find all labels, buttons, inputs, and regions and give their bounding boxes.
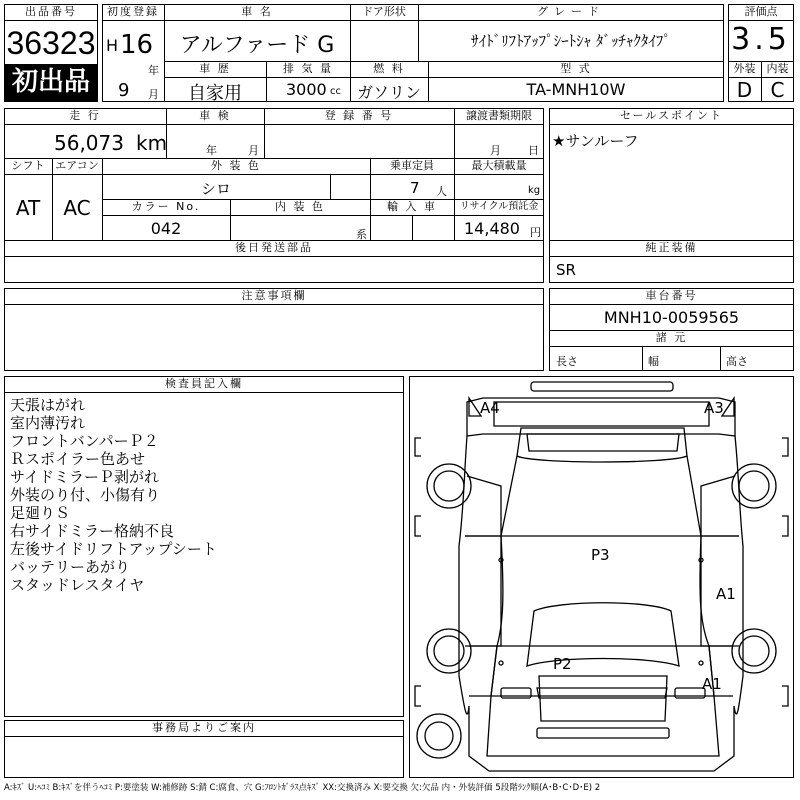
recycle-value: 14,480 <box>464 219 520 238</box>
lot-label: 出品番号 <box>25 5 77 18</box>
interior-label: 内装 <box>766 62 789 75</box>
score-label: 評価点 <box>744 5 778 18</box>
grade-value: ｻｲﾄﾞﾘﾌﾄｱｯﾌﾟｼｰﾄｼｬ ﾀﾞｯﾁｬｸﾀｲﾌﾟ <box>471 32 671 50</box>
later-parts-label: 後日発送部品 <box>235 241 313 254</box>
inspector-note: 左後サイドリフトアップシート <box>10 540 217 558</box>
reg-month: 9 <box>118 80 130 101</box>
model-value: TA-MNH10W <box>526 80 626 99</box>
genuine-label: 純正装備 <box>645 241 698 254</box>
length-label: 長さ <box>556 355 578 368</box>
transfer-month-unit: 月 <box>490 144 501 157</box>
inspector-note: 天張はがれ <box>10 396 86 414</box>
inspection-year-unit: 年 <box>206 144 217 157</box>
displacement-label: 排 気 量 <box>283 62 333 75</box>
max-load-label: 最大積載量 <box>471 159 527 172</box>
inspector-note: サイドミラーＰ剥がれ <box>10 468 159 486</box>
first-reg-label: 初度登録 <box>107 5 159 18</box>
capacity-unit: 人 <box>436 185 447 198</box>
ext-color-value: シロ <box>200 180 231 198</box>
reg-year-unit: 年 <box>148 64 159 77</box>
color-no-value: 042 <box>150 219 182 238</box>
ext-color-label: 外 装 色 <box>211 159 261 172</box>
grade-label: グレード <box>537 5 605 18</box>
recycle-label: リサイクル預託金 <box>459 201 539 212</box>
recycle-unit: 円 <box>530 226 541 239</box>
import-label: 輸 入 車 <box>387 200 437 213</box>
inspection-label: 車 検 <box>199 109 231 122</box>
exterior-label: 外装 <box>733 62 756 75</box>
chassis-value: MNH10-0059565 <box>603 308 740 327</box>
transfer-label: 譲渡書類期限 <box>466 109 532 122</box>
inspection-month-unit: 月 <box>248 144 259 157</box>
fuel-value: ガソリン <box>356 83 421 102</box>
footer-legend: A:ｷｽﾞ U:ﾍｺﾐ B:ｷｽﾞを伴うﾍｺﾐ P:要塗装 W:補修跡 S:錆 C:腐食、穴 G:ﾌﾛﾝﾄｶﾞﾗｽ点ｷｽﾞ XX:交換済み X:要交換 欠:欠品 内・外装評価 5段階ﾗﾝｸ順(A･B･C･D･E) 2 <box>4 783 601 793</box>
history-value: 自家用 <box>188 83 242 104</box>
era: H <box>106 36 119 55</box>
inspector-label: 検査員記入欄 <box>165 377 243 390</box>
inspector-note: スタッドレスタイヤ <box>10 576 145 594</box>
interior-grade: C <box>770 78 785 102</box>
inspector-note: 右サイドミラー格納不良 <box>10 522 174 540</box>
dims-label: 諸 元 <box>655 331 688 344</box>
genuine-value: SR <box>556 261 576 279</box>
car-diagram <box>409 376 794 778</box>
height-label: 高さ <box>726 355 748 368</box>
reg-no-label: 登 録 番 号 <box>324 109 394 122</box>
chassis-label: 車台番号 <box>645 289 698 302</box>
model-label: 型 式 <box>560 62 592 75</box>
damage-mark-a4: A4 <box>480 399 500 417</box>
damage-mark-a1-upper: A1 <box>716 585 736 603</box>
mileage-value: 56,073 <box>54 131 124 155</box>
displacement-unit: cc <box>330 86 341 97</box>
inspector-note: Ｒスポイラー色あせ <box>10 450 146 468</box>
car-name-label: 車 名 <box>241 5 273 18</box>
inspector-note: 足廻りＳ <box>10 504 71 522</box>
ac-label: エアコン <box>55 159 99 172</box>
history-label: 車 歴 <box>199 62 231 75</box>
max-load-unit: kg <box>528 185 541 196</box>
car-name: アルファード G <box>179 33 335 58</box>
shift-value: AT <box>15 196 41 220</box>
sales-point-value: ★サンルーフ <box>552 132 639 150</box>
caution-label: 注意事項欄 <box>241 289 307 302</box>
int-color-unit: 系 <box>356 228 367 241</box>
mileage-unit: km <box>136 131 168 155</box>
capacity-label: 乗車定員 <box>390 159 434 172</box>
office-label: 事務局よりご案内 <box>152 721 256 734</box>
reg-year: 16 <box>120 30 154 60</box>
door-label: ドア形状 <box>362 5 406 18</box>
inspector-note: 室内薄汚れ <box>10 414 86 432</box>
transfer-day-unit: 日 <box>528 144 539 157</box>
fuel-label: 燃 料 <box>373 62 405 75</box>
sales-point-label: セールスポイント <box>619 109 723 122</box>
inspector-note: 外装のり付、小傷有り <box>10 486 161 504</box>
width-label: 幅 <box>648 355 659 368</box>
damage-mark-a3: A3 <box>704 399 724 417</box>
displacement-value: 3000 <box>286 80 327 99</box>
ac-value: AC <box>63 196 91 220</box>
mileage-label: 走 行 <box>69 109 101 122</box>
color-no-label: カラー No. <box>131 200 201 213</box>
first-listing-text: 初出品 <box>11 67 90 97</box>
inspector-note: フロントバンパーＰ２ <box>10 432 159 450</box>
shift-label: シフト <box>11 159 45 172</box>
lot-number: 36323 <box>6 25 96 61</box>
score-value: 3.5 <box>731 22 791 57</box>
exterior-grade: D <box>736 78 753 102</box>
inspector-note: バッテリーあがり <box>10 558 131 576</box>
int-color-label: 内 装 色 <box>275 200 325 213</box>
inspector-notes <box>10 396 217 594</box>
damage-mark-p2: P2 <box>553 655 572 673</box>
damage-mark-a1-lower: A1 <box>702 675 722 693</box>
damage-mark-p3: P3 <box>591 546 610 564</box>
capacity-value: 7 <box>410 179 420 197</box>
reg-month-unit: 月 <box>148 88 159 101</box>
